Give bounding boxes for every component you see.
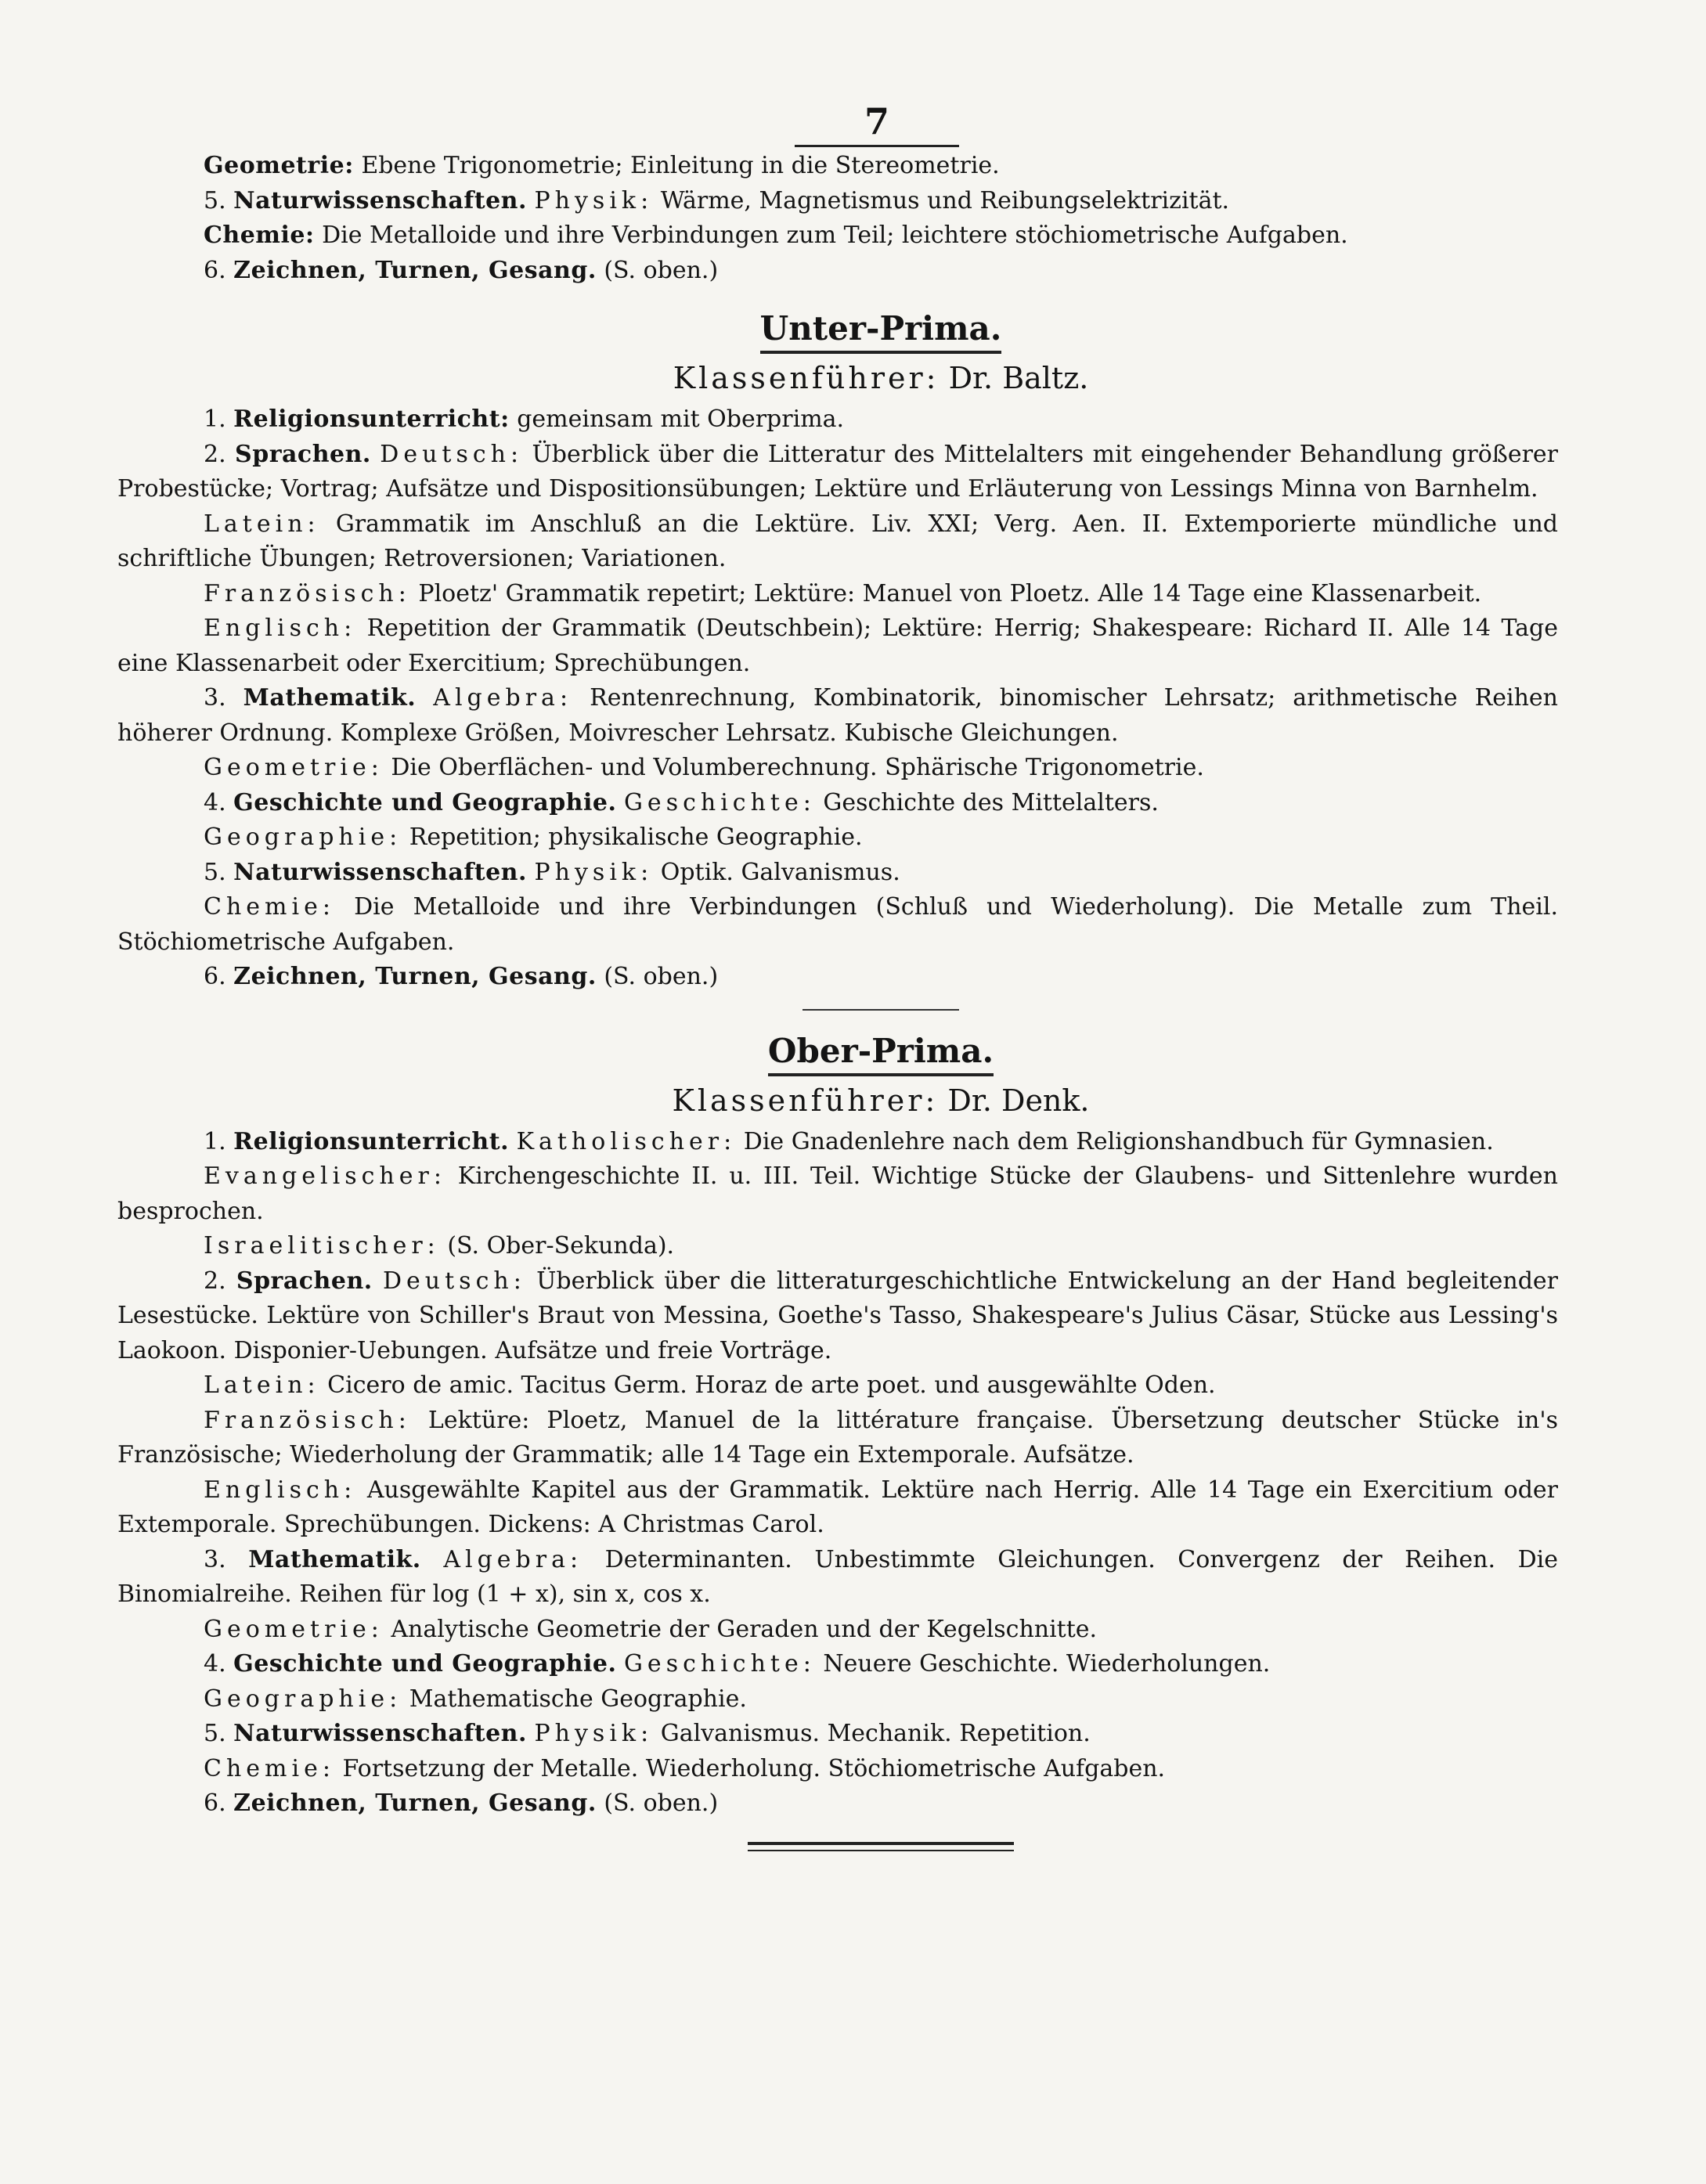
subject-heading: Mathematik. <box>243 684 417 712</box>
subject-subheading: Englisch: <box>204 614 357 642</box>
subject-subheading: Französisch: <box>204 579 411 607</box>
subject-text: Neuere Geschichte. Wiederholungen. <box>815 1650 1271 1678</box>
item-number: 4. <box>204 1650 226 1678</box>
subject-text: Mathematische Geographie. <box>402 1685 747 1713</box>
paragraph <box>117 218 1558 254</box>
subject-text: Galvanismus. Mechanik. Repetition. <box>653 1720 1091 1747</box>
item-number: 6. <box>204 963 226 990</box>
subject-subheading: Israelitischer: <box>204 1232 440 1260</box>
paragraph <box>117 184 1558 219</box>
subject-subheading: Geschichte: <box>623 1650 816 1678</box>
subject-subheading: Geometrie: <box>204 1615 384 1643</box>
subject-text: (S. oben.) <box>596 963 719 990</box>
subject-heading: Geometrie: <box>204 152 354 179</box>
unter-prima-section <box>117 402 1558 995</box>
subject-text: Analytische Geometrie der Geraden und der Kegelschnitte. <box>383 1615 1098 1643</box>
item-number: 5. <box>204 186 226 214</box>
subject-heading: Naturwissenschaften. <box>233 1720 527 1747</box>
section-title-ober-prima: Ober-Prima. <box>117 1033 1558 1076</box>
paragraph <box>117 1682 1558 1717</box>
subject-text: (S. oben.) <box>596 256 719 284</box>
subject-heading: Zeichnen, Turnen, Gesang. <box>233 256 597 284</box>
paragraph <box>117 507 1558 577</box>
page-number: 7 <box>196 94 1558 149</box>
subject-subheading: Physik: <box>534 186 654 214</box>
subject-subheading: Geschichte: <box>623 788 816 816</box>
subject-subheading: Chemie: <box>204 1754 335 1782</box>
item-number: 6. <box>204 1789 226 1817</box>
item-number: 1. <box>204 405 226 433</box>
paragraph <box>117 1159 1558 1229</box>
subject-text: Repetition; physikalische Geographie. <box>402 824 863 851</box>
subject-heading: Religionsunterricht. <box>233 1127 510 1155</box>
class-leader-unter-prima: Klassenführer: Dr. Baltz. <box>673 361 1089 395</box>
subject-heading: Chemie: <box>204 222 315 249</box>
subject-subheading: Französisch: <box>204 1406 411 1434</box>
subject-text: Optik. Galvanismus. <box>653 858 900 886</box>
section-separator <box>803 1009 959 1011</box>
paragraph <box>117 786 1558 821</box>
paragraph <box>117 1613 1558 1648</box>
item-number: 5. <box>204 858 226 886</box>
subject-heading: Zeichnen, Turnen, Gesang. <box>233 963 597 990</box>
paragraph <box>117 681 1558 751</box>
paragraph <box>117 1752 1558 1787</box>
subject-text: Ausgewählte Kapitel aus der Grammatik. Lektüre nach Herrig. Alle 14 Tage ein Exercitium oder Extemporale. Sprechübungen. Dickens: A Christmas Carol. <box>117 1476 1558 1538</box>
item-number: 5. <box>204 1720 226 1747</box>
paragraph <box>117 402 1558 438</box>
paragraph <box>117 751 1558 786</box>
subject-text: Geschichte des Mittelalters. <box>815 788 1159 816</box>
page-number-rule <box>795 145 959 147</box>
item-number: 3. <box>204 1545 226 1573</box>
subject-heading: Sprachen. <box>235 440 371 468</box>
subject-heading: Zeichnen, Turnen, Gesang. <box>233 1789 597 1817</box>
subject-heading: Mathematik. <box>248 1545 421 1573</box>
paragraph <box>117 1368 1558 1404</box>
section-title-unter-prima: Unter-Prima. <box>117 310 1558 354</box>
subject-text: (S. Ober-Sekunda). <box>439 1232 675 1260</box>
item-number: 2. <box>204 1267 226 1295</box>
subject-subheading: Geographie: <box>204 1685 402 1713</box>
subject-heading: Geschichte und Geographie. <box>233 788 617 816</box>
subject-text: Wärme, Magnetismus und Reibungselektrizität. <box>653 186 1230 214</box>
paragraph <box>117 856 1558 891</box>
subject-text: Die Gnadenlehre nach dem Religionshandbuch für Gymnasien. <box>736 1127 1494 1155</box>
subject-text: Cicero de amic. Tacitus Germ. Horaz de arte poet. und ausgewählte Oden. <box>319 1371 1216 1399</box>
subject-text: (S. oben.) <box>596 1789 719 1817</box>
paragraph <box>117 1404 1558 1473</box>
subject-text: Determinanten. Unbestimmte Gleichungen. Convergenz der Reihen. Die Binomialreihe. Reihen für log (1 + x), sin x, cos x. <box>117 1545 1558 1608</box>
subject-text: Repetition der Grammatik (Deutschbein); Lektüre: Herrig; Shakespeare: Richard II. Alle 14 Tage eine Klassenarbeit oder Exercitium; Sprechübungen. <box>117 614 1558 677</box>
subject-subheading: Katholischer: <box>516 1127 737 1155</box>
class-leader-ober-prima: Klassenführer: Dr. Denk. <box>672 1083 1090 1118</box>
paragraph <box>117 1543 1558 1613</box>
subject-subheading: Deutsch: <box>380 440 524 468</box>
item-number: 3. <box>204 684 226 712</box>
subject-subheading: Geometrie: <box>204 754 384 781</box>
subject-heading: Religionsunterricht: <box>233 405 510 433</box>
subject-subheading: Latein: <box>204 510 320 538</box>
subject-text: Rentenrechnung, Kombinatorik, binomischer Lehrsatz; arithmetische Reihen höherer Ordnung. Komplexe Größen, Moivrescher Lehrsatz. Kubische Gleichungen. <box>117 684 1558 747</box>
document-page <box>117 94 1558 1851</box>
subject-text: Überblick über die Litteratur des Mittelalters mit eingehender Behandlung größerer Probestücke; Vortrag; Aufsätze und Dispositionsübungen; Lektüre und Erläuterung von Lessings Minna von Barnhelm. <box>117 440 1559 503</box>
subject-text: Die Metalloide und ihre Verbindungen (Schluß und Wiederholung). Die Metalle zum Theil. Stöchiometrische Aufgaben. <box>117 893 1558 956</box>
subject-text: Ploetz' Grammatik repetirt; Lektüre: Manuel von Ploetz. Alle 14 Tage eine Klassenarbeit. <box>410 579 1482 607</box>
subject-text: Die Metalloide und ihre Verbindungen zum Teil; leichtere stöchiometrische Aufgaben. <box>314 222 1348 249</box>
ober-prima-section <box>117 1125 1558 1822</box>
item-number: 1. <box>204 1127 226 1155</box>
paragraph <box>117 820 1558 856</box>
paragraph <box>117 960 1558 995</box>
subject-subheading: Evangelischer: <box>204 1162 446 1190</box>
paragraph <box>117 1264 1558 1369</box>
subject-subheading: Latein: <box>204 1371 320 1399</box>
subject-subheading: Chemie: <box>204 893 335 921</box>
subject-text: Ebene Trigonometrie; Einleitung in die Stereometrie. <box>353 152 1000 179</box>
item-number: 6. <box>204 256 226 284</box>
subject-heading: Naturwissenschaften. <box>233 186 527 214</box>
subject-subheading: Englisch: <box>204 1476 357 1504</box>
paragraph <box>117 149 1558 184</box>
paragraph <box>117 1473 1558 1543</box>
paragraph <box>117 254 1558 289</box>
subject-text: Die Oberflächen- und Volumberechnung. Sphärische Trigonometrie. <box>383 754 1204 781</box>
paragraph <box>117 1125 1558 1160</box>
item-number: 2. <box>204 440 226 468</box>
end-double-rule <box>748 1842 1014 1851</box>
paragraph <box>117 1717 1558 1752</box>
paragraph <box>117 611 1558 681</box>
subject-subheading: Deutsch: <box>383 1267 526 1295</box>
subject-heading: Geschichte und Geographie. <box>233 1650 617 1678</box>
subject-text: Überblick über die litteraturgeschichtliche Entwickelung an der Hand begleitender Lesestücke. Lektüre von Schiller's Braut von Messina, Goethe's Tasso, Shakespeare's Julius Cäsar, Stücke aus Lessing's Laokoon. Disponier-Uebungen. Aufsätze und freie Vorträge. <box>117 1267 1559 1364</box>
subject-subheading: Algebra: <box>443 1545 583 1573</box>
subject-text: gemeinsam mit Oberprima. <box>509 405 845 433</box>
paragraph <box>117 577 1558 612</box>
item-number: 4. <box>204 788 226 816</box>
subject-heading: Sprachen. <box>236 1267 373 1295</box>
subject-subheading: Physik: <box>534 858 654 886</box>
paragraph <box>117 890 1558 960</box>
paragraph <box>117 438 1558 507</box>
intro-section <box>117 149 1558 288</box>
subject-subheading: Geographie: <box>204 824 402 851</box>
subject-text: Fortsetzung der Metalle. Wiederholung. Stöchiometrische Aufgaben. <box>334 1754 1166 1782</box>
subject-text: Kirchengeschichte II. u. III. Teil. Wichtige Stücke der Glaubens- und Sittenlehre wurden besprochen. <box>117 1162 1558 1225</box>
subject-subheading: Algebra: <box>433 684 573 712</box>
subject-text: Grammatik im Anschluß an die Lektüre. Liv. XXI; Verg. Aen. II. Extemporierte mündliche und schriftliche Übungen; Retroversionen; Variationen. <box>117 510 1558 572</box>
paragraph <box>117 1647 1558 1682</box>
subject-heading: Naturwissenschaften. <box>233 858 527 886</box>
paragraph <box>117 1786 1558 1822</box>
subject-text: Lektüre: Ploetz, Manuel de la littérature française. Übersetzung deutscher Stücke in's Französische; Wiederholung der Grammatik; alle 14 Tage ein Extemporale. Aufsätze. <box>117 1406 1558 1469</box>
subject-subheading: Physik: <box>534 1720 654 1747</box>
paragraph <box>117 1229 1558 1264</box>
